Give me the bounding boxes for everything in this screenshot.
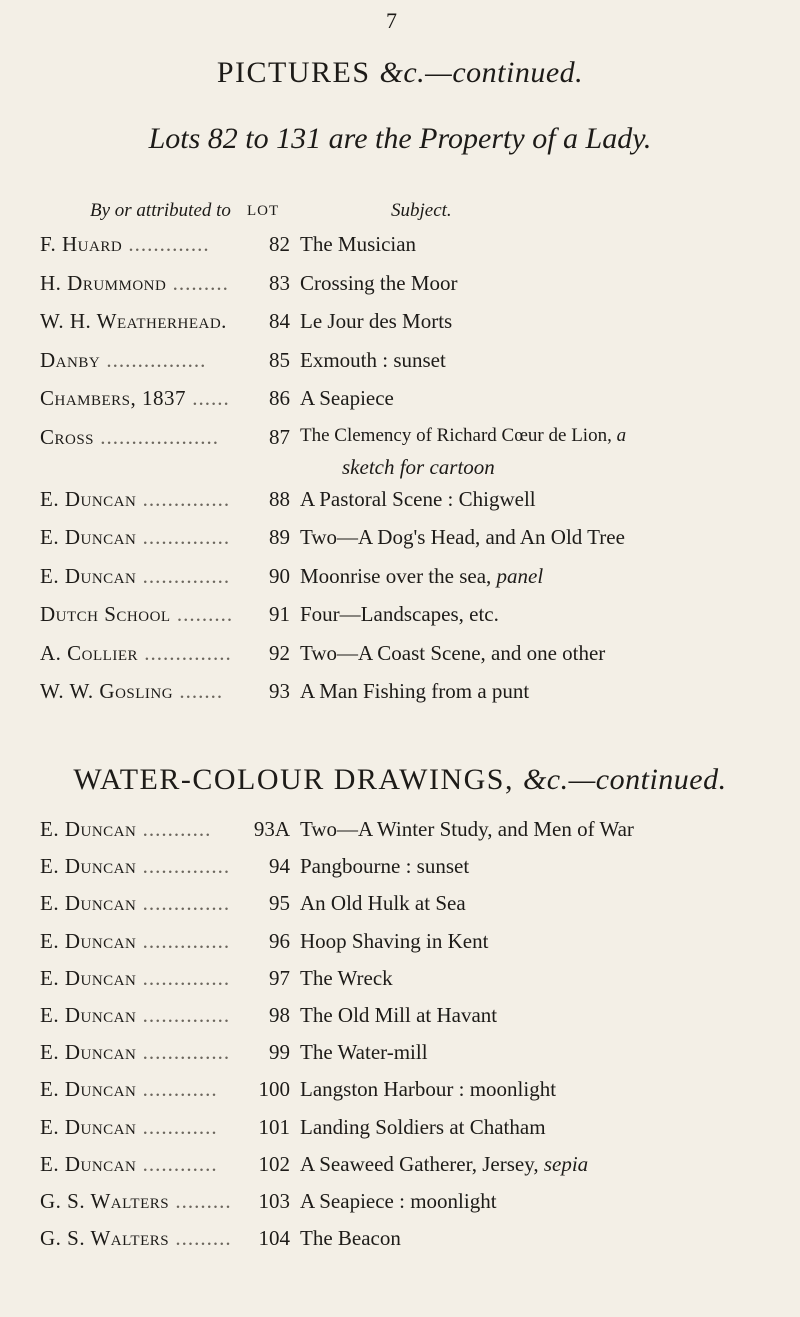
subject-note: sketch for cartoon (342, 454, 495, 479)
artist-label: E. Duncan (40, 965, 137, 990)
artist-label: G. S. Walters (40, 1226, 170, 1251)
lot-row (0, 386, 800, 420)
lot-number: 87 (269, 424, 290, 449)
leader-dots: ................... (94, 424, 220, 449)
lot-number: 84 (269, 309, 290, 333)
artist-name (40, 1003, 230, 1028)
artist-label: E. Duncan (40, 1151, 137, 1176)
artist-name (40, 309, 227, 334)
lot-row (0, 1077, 800, 1111)
subject-label: Two—A Dog's Head, and An Old Tree (300, 525, 625, 549)
subject-label: Langston Harbour : moonlight (300, 1077, 557, 1102)
artist-name (40, 1189, 232, 1214)
lot-number: 83 (269, 270, 290, 295)
subject-text (300, 1115, 546, 1140)
leader-dots: .............. (136, 563, 231, 588)
page-number: 7 (386, 8, 397, 33)
subject-label: Landing Soldiers at Chatham (300, 1114, 546, 1139)
lot-number: 88 (269, 486, 290, 511)
lot-number: 104 (258, 1226, 290, 1251)
artist-name (40, 641, 232, 666)
subject-label: The Musician (300, 232, 417, 256)
lot-number: 89 (269, 525, 290, 549)
subject-label: The Beacon (300, 1226, 401, 1251)
lot-number: 96 (269, 928, 290, 953)
lot-number: 102 (258, 1151, 290, 1176)
lot-row (0, 564, 800, 598)
subject-text (300, 966, 393, 991)
artist-name (40, 525, 230, 550)
lot-row (0, 891, 800, 925)
artist-name (40, 817, 211, 842)
lot-row (0, 1003, 800, 1037)
leader-dots: .............. (138, 640, 232, 665)
artist-name (40, 348, 206, 373)
lot-row (0, 232, 800, 266)
lot-number: 97 (269, 965, 290, 990)
artist-label: E. Duncan (40, 1114, 137, 1139)
artist-name (40, 271, 229, 296)
lot-row (0, 525, 800, 559)
subject-text (300, 1189, 497, 1214)
lot-row (0, 929, 800, 963)
lot-number: 91 (269, 602, 290, 626)
subject-medium: sepia (543, 1151, 589, 1176)
artist-name (40, 487, 230, 512)
subject-label: Two—A Winter Study, and Men of War (300, 817, 634, 841)
artist-label: Chambers, 1837 (40, 386, 187, 410)
subject-label: A Seaweed Gatherer, Jersey, (300, 1151, 539, 1176)
leader-dots: .............. (136, 854, 231, 879)
leader-dots: ........... (136, 817, 212, 841)
subject-text (300, 929, 488, 954)
artist-label: E. Duncan (40, 891, 137, 916)
lot-number: 92 (269, 640, 290, 665)
artist-label: W. W. Gosling (40, 679, 174, 703)
subject-text (300, 1226, 401, 1251)
subject-label: Pangbourne : sunset (300, 854, 470, 879)
subject-text (300, 1003, 497, 1028)
lot-number: 99 (269, 1040, 290, 1065)
artist-name (40, 1226, 232, 1251)
leader-dots: ................ (100, 347, 207, 372)
subject-label: A Man Fishing from a punt (300, 679, 530, 703)
section-heading-watercolour (0, 763, 800, 797)
lot-number: 85 (269, 347, 290, 372)
leader-dots: ......... (170, 602, 234, 626)
leader-dots: .............. (136, 1003, 231, 1027)
subject-label: A Seapiece (300, 386, 394, 410)
lot-row (0, 271, 800, 305)
heading-title: PICTURES (216, 56, 371, 89)
lot-row (0, 348, 800, 382)
lot-row (0, 602, 800, 636)
artist-name (40, 1115, 218, 1140)
lot-row (0, 679, 800, 713)
subject-text (300, 854, 469, 879)
leader-dots: .............. (136, 891, 231, 916)
lot-row (0, 424, 800, 479)
subject-text (300, 386, 394, 411)
subject-label: Crossing the Moor (300, 270, 458, 295)
subject-label: The Wreck (300, 965, 393, 990)
column-header-subject: Subject. (391, 200, 452, 221)
lot-row (0, 1152, 800, 1186)
artist-name (40, 1040, 230, 1065)
artist-name (40, 929, 230, 954)
column-header-by: By or attributed to (90, 200, 231, 221)
artist-label: E. Duncan (40, 525, 137, 549)
artist-label: G. S. Walters (40, 1189, 170, 1213)
artist-name (40, 564, 230, 589)
lot-number: 98 (269, 1003, 290, 1027)
leader-dots: .............. (136, 928, 231, 953)
subject-text (300, 1040, 428, 1065)
subject-text (300, 348, 446, 373)
leader-dots: ............ (136, 1151, 218, 1176)
artist-label: E. Duncan (40, 928, 137, 953)
lot-row (0, 1115, 800, 1149)
subject-label: Moonrise over the sea, (300, 563, 492, 588)
subject-label: The Water-mill (300, 1040, 428, 1065)
lot-row (0, 1040, 800, 1074)
lot-row (0, 817, 800, 851)
subject-text (300, 817, 634, 842)
subject-text (300, 271, 458, 296)
lot-number: 95 (269, 891, 290, 916)
artist-name (40, 854, 230, 879)
leader-dots: ............ (136, 1077, 218, 1102)
lot-number: 100 (258, 1077, 290, 1102)
subject-text (300, 1077, 556, 1102)
artist-label: H. Drummond (40, 270, 167, 295)
leader-dots: .............. (136, 965, 231, 990)
subject-text (300, 891, 466, 916)
artist-label: Danby (40, 347, 101, 372)
artist-label: E. Duncan (40, 563, 137, 588)
artist-label: Dutch School (40, 602, 171, 626)
subject-medium: panel (496, 563, 544, 588)
section-continued: &c.—continued. (522, 763, 727, 796)
subject-label: Le Jour des Morts (300, 309, 453, 333)
lot-number: 94 (269, 854, 290, 879)
artist-label: E. Duncan (40, 1040, 137, 1065)
artist-label: E. Duncan (40, 1003, 137, 1027)
leader-dots: ......... (169, 1189, 232, 1213)
artist-name (40, 679, 223, 704)
lot-number: 93 (269, 679, 290, 703)
artist-label: W. H. Weatherhead. (40, 309, 227, 333)
artist-label: E. Duncan (40, 817, 137, 841)
lot-row (0, 309, 800, 343)
lot-row (0, 1226, 800, 1260)
subject-text (300, 425, 626, 447)
subject-text (300, 309, 452, 334)
lot-number: 93A (253, 817, 290, 841)
lot-row (0, 966, 800, 1000)
leader-dots: ............ (136, 1114, 218, 1139)
lot-number: 86 (269, 386, 290, 410)
artist-label: Cross (40, 424, 95, 449)
artist-label: E. Duncan (40, 486, 137, 511)
lot-number: 90 (269, 563, 290, 588)
lot-row (0, 641, 800, 675)
subject-label: Exmouth : sunset (300, 347, 446, 372)
artist-name (40, 1152, 218, 1177)
subject-medium: a (616, 424, 627, 446)
leader-dots: ....... (173, 679, 224, 703)
subject-text (300, 525, 625, 550)
artist-name (40, 966, 230, 991)
artist-name (40, 602, 233, 627)
subject-text (300, 679, 529, 704)
subject-text (300, 602, 499, 627)
subject-text (300, 487, 536, 512)
section-title: WATER-COLOUR DRAWINGS, (73, 763, 514, 796)
subject-label: A Seapiece : moonlight (300, 1189, 497, 1213)
leader-dots: .............. (136, 486, 231, 511)
subject-label: Four—Landscapes, etc. (300, 602, 499, 626)
leader-dots: ......... (166, 270, 229, 295)
artist-label: E. Duncan (40, 1077, 137, 1102)
heading-continued: &c.—continued. (379, 56, 584, 89)
lot-row (0, 487, 800, 521)
leader-dots: ...... (186, 386, 230, 410)
leader-dots: .............. (136, 1040, 231, 1065)
lot-number: 103 (258, 1189, 290, 1213)
artist-label: A. Collier (40, 640, 138, 665)
subject-label: Two—A Coast Scene, and one other (300, 640, 606, 665)
lots-note: Lots 82 to 131 are the Property of a Lady. (148, 122, 652, 155)
artist-name (40, 386, 230, 411)
artist-name (40, 1077, 218, 1102)
lot-number: 101 (258, 1114, 290, 1139)
lot-row (0, 854, 800, 888)
section-heading-pictures (0, 56, 800, 90)
subject-text (300, 1152, 588, 1177)
subject-text (300, 232, 416, 257)
leader-dots: .............. (136, 525, 231, 549)
subject-text (300, 641, 605, 666)
subject-label: The Old Mill at Havant (300, 1003, 498, 1027)
subject-label: The Clemency of Richard Cœur de Lion, (300, 424, 612, 446)
artist-label: E. Duncan (40, 854, 137, 879)
artist-name (40, 232, 210, 257)
lot-number: 82 (269, 232, 290, 256)
artist-name (40, 891, 230, 916)
leader-dots: ............. (122, 232, 210, 256)
subject-label: Hoop Shaving in Kent (300, 928, 489, 953)
artist-label: F. Huard (40, 232, 123, 256)
column-header-lot: LOT (247, 203, 280, 219)
artist-name (40, 425, 219, 450)
subject-label: A Pastoral Scene : Chigwell (300, 486, 536, 511)
subject-label: An Old Hulk at Sea (300, 891, 466, 916)
subject-text (300, 564, 543, 589)
lot-row (0, 1189, 800, 1223)
leader-dots: ......... (169, 1226, 232, 1251)
